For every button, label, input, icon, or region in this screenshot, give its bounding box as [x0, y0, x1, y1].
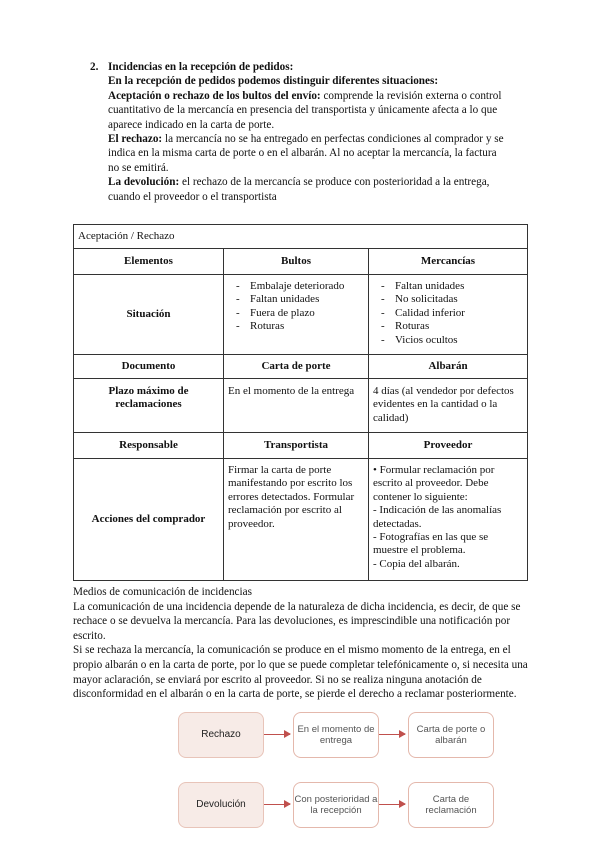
documento-mercancias: Albarán: [369, 355, 528, 379]
list-item: - Faltan unidades: [228, 293, 364, 306]
aceptacion-rechazo-table: [73, 224, 528, 581]
plazo-bultos: En el momento de la entrega: [224, 379, 369, 433]
accion-line: - Copia del albarán.: [373, 557, 460, 570]
list-item: - Fuera de plazo: [228, 307, 364, 320]
responsable-label: Responsable: [74, 433, 224, 459]
acciones-label: Acciones del comprador: [74, 459, 224, 581]
situacion-mercancias: [369, 275, 528, 355]
medios-paragraph-2: Si se rechaza la mercancía, la comunicación se produce en el mismo momento de la entrega, en el propio albarán o en la carta de porte, por lo que se puede completar telefónicamente o, si necesita una mayor aclaración, se enviará por escrito al proveedor. Si no se realiza ninguna anotación de disconformidad en el albarán o en la carta de porte, se pierde el derecho a reclamar posteriormente.: [73, 644, 528, 701]
header-bultos: Bultos: [224, 249, 369, 275]
list-item: - Calidad inferior: [373, 307, 523, 320]
section-body: [108, 60, 508, 204]
table-caption: Aceptación / Rechazo: [74, 225, 528, 249]
diagram-carta-reclamacion: Carta de reclamación: [408, 782, 494, 828]
list-item: - Faltan unidades: [373, 280, 523, 293]
arrow-right-icon: [379, 734, 405, 735]
accion-line: - Fotografías en las que se muestre el problema.: [373, 531, 489, 557]
acciones-mercancias: [369, 459, 528, 581]
header-elementos: Elementos: [74, 249, 224, 275]
section-subtitle: En la recepción de pedidos podemos distinguir diferentes situaciones:: [108, 75, 439, 88]
documento-label: Documento: [74, 355, 224, 379]
diagram-rechazo: Rechazo: [178, 712, 264, 758]
medios-section: [73, 585, 531, 702]
situacion-label: Situación: [74, 275, 224, 355]
item-aceptacion: Aceptación o rechazo de los bultos del envío: comprende la revisión externa o control cuantitativo de la mercancía en presencia del transportista y únicamente afecta a lo que aparece indicado en la carta de porte.: [108, 89, 502, 131]
accion-line: - Indicación de las anomalías detectadas.: [373, 504, 502, 530]
list-item: - Embalaje deteriorado: [228, 280, 364, 293]
responsable-bultos: Transportista: [224, 433, 369, 459]
accion-line: • Formular reclamación por escrito al proveedor. Debe contener lo siguiente:: [373, 464, 495, 503]
medios-heading: Medios de comunicación de incidencias: [73, 586, 252, 598]
item-rechazo: El rechazo: la mercancía no se ha entregado en perfectas condiciones al comprador y se indica en la misma carta de porte o en el albarán. Al no aceptar la mercancía, la factura no se emitirá.: [108, 133, 504, 174]
list-item: - Vicios ocultos: [373, 334, 523, 347]
list-item: - Roturas: [373, 320, 523, 333]
diagram-posterioridad: Con posterioridad a la recepción: [293, 782, 379, 828]
arrow-right-icon: [264, 734, 290, 735]
section-title: Incidencias en la recepción de pedidos:: [108, 61, 294, 73]
list-item: - Roturas: [228, 320, 364, 333]
medios-paragraph-1: La comunicación de una incidencia depende de la naturaleza de dicha incidencia, es decir, de que se rechace o se devuelva la mercancía. Para las devoluciones, es imprescindible una notificación por escrito.: [73, 600, 521, 642]
documento-bultos: Carta de porte: [224, 355, 369, 379]
situacion-bultos: [224, 275, 369, 355]
section-number: 2.: [90, 61, 99, 73]
arrow-right-icon: [264, 804, 290, 805]
list-item: - No solicitadas: [373, 293, 523, 306]
plazo-mercancias: 4 días (al vendedor por defectos evidentes en la cantidad o la calidad): [369, 379, 528, 433]
header-mercancias: Mercancías: [369, 249, 528, 275]
diagram-carta-porte-albaran: Carta de porte o albarán: [408, 712, 494, 758]
acciones-bultos: Firmar la carta de porte manifestando por escrito los errores detectados. Formular reclamación por escrito al proveedor.: [224, 459, 369, 581]
plazo-label: Plazo máximo de reclamaciones: [74, 379, 224, 433]
arrow-right-icon: [379, 804, 405, 805]
diagram-momento-entrega: En el momento de entrega: [293, 712, 379, 758]
diagram-devolucion: Devolución: [178, 782, 264, 828]
item-devolucion: La devolución: el rechazo de la mercancía se produce con posterioridad a la entrega, cuando el proveedor o el transportista: [108, 176, 490, 203]
responsable-mercancias: Proveedor: [369, 433, 528, 459]
